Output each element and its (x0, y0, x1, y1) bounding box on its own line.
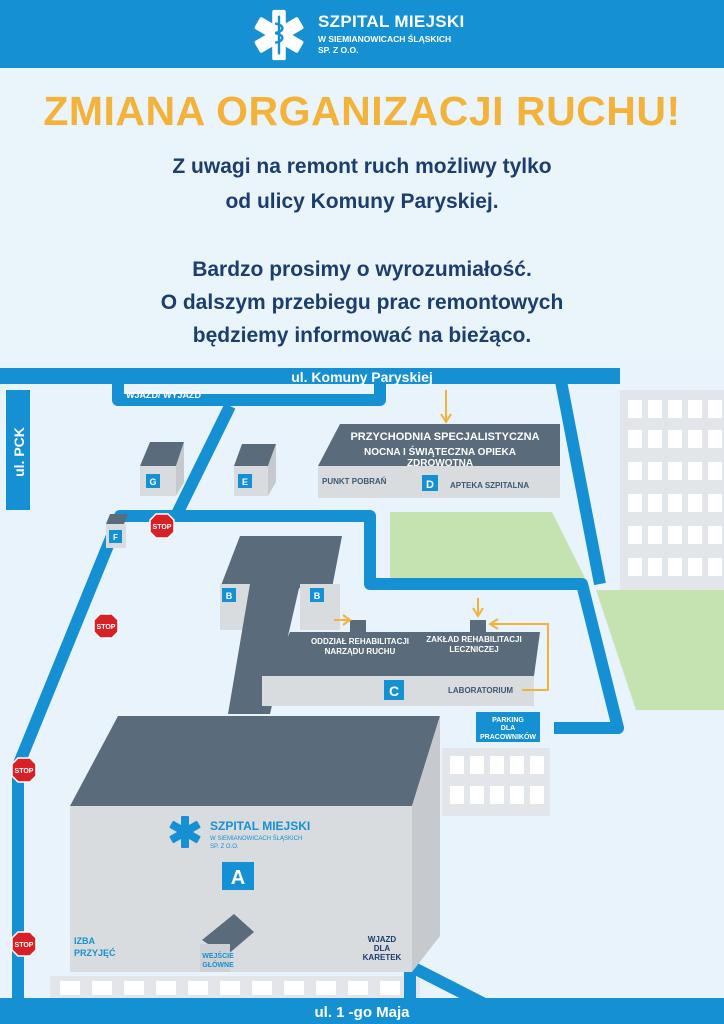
main-logo-name: SZPITAL MIEJSKI (210, 819, 311, 833)
hospital-location: W SIEMIANOWICACH ŚLĄSKICH (318, 34, 452, 44)
rehab-unit-line-2: LECZNICZEJ (449, 645, 499, 654)
building-b-roof (220, 536, 342, 588)
building-b-left-letter: B (225, 591, 233, 601)
main-entrance-line-1: WEJŚCIE (202, 953, 234, 960)
building-c-letter: C (388, 683, 400, 699)
street-pck: ul. PCK (11, 427, 27, 477)
building-a-roof (70, 716, 440, 806)
message-line-5: będziemy informować na bieżąco. (192, 324, 532, 347)
parking-grid-lower (442, 748, 550, 816)
hospital-name: SZPITAL MIEJSKI (318, 12, 465, 31)
main-entrance-line-2: GŁÓWNE (202, 962, 234, 969)
pharmacy-label: APTEKA SZPITALNA (450, 481, 530, 490)
building-a-letter: A (230, 867, 246, 889)
building-g-letter: F (113, 533, 118, 542)
hospital-site-map (0, 360, 724, 1024)
svg-text:STOP: STOP (14, 768, 34, 775)
stop-sign-1 (150, 514, 174, 538)
admission-line-1: IZBA (74, 936, 95, 946)
street-komuny-paryskiej: ul. Komuny Paryskiej (291, 369, 433, 385)
blood-draw-label: PUNKT POBRAŃ (322, 477, 387, 486)
clinic-entry-arrow (441, 390, 451, 422)
svg-text:STOP: STOP (14, 942, 34, 949)
main-logo-sub2: SP. Z O.O. (210, 844, 239, 850)
message-line-4: O dalszym przebiegu prac remontowych (160, 291, 564, 314)
clinic-name-line-2: NOCNA I ŚWIĄTECZNA OPIEKA (363, 447, 517, 458)
staff-parking-line-2: DLA (500, 725, 516, 732)
ambulance-line-1: WJAZD (367, 935, 397, 944)
parking-grid-right (620, 390, 724, 590)
street-1-maja: ul. 1 -go Maja (314, 1004, 410, 1021)
parking-strip-bottom (50, 976, 420, 998)
svg-text:STOP: STOP (152, 524, 172, 531)
green-area-right (596, 590, 724, 710)
ambulance-line-3: KARETEK (362, 953, 402, 962)
message-line-3: Bardzo prosimy o wyrozumiałość. (192, 258, 532, 281)
clinic-name-line-1: PRZYCHODNIA SPECJALISTYCZNA (350, 431, 540, 443)
stop-sign-3 (12, 758, 36, 782)
stop-sign-2 (94, 614, 118, 638)
svg-text:STOP: STOP (96, 624, 116, 631)
entry-exit-label: WJAZD/ WYJAZD (126, 390, 201, 400)
building-d-letter: D (426, 479, 434, 491)
rehab-unit-line-1: ZAKŁAD REHABILITACJI (426, 635, 522, 644)
staff-parking-line-1: PARKING (492, 717, 524, 724)
building-f-letter: G (149, 477, 157, 487)
headline: ZMIANA ORGANIZACJI RUCHU! (43, 88, 681, 134)
star-of-life-icon (250, 6, 308, 64)
green-area-center (390, 512, 590, 588)
clinic-name-line-3: ZDROWOTNA (406, 458, 474, 469)
laboratory-label: LABORATORIUM (448, 686, 514, 695)
building-b-right-letter: B (313, 591, 321, 601)
stop-sign-4 (12, 932, 36, 956)
header-bar (0, 0, 724, 68)
admission-line-2: PRZYJĘĆ (74, 948, 116, 958)
building-e-letter: E (241, 477, 249, 487)
rehab-ward-line-1: ODDZIAŁ REHABILITACJI (310, 637, 410, 646)
hospital-company-type: SP. Z O.O. (318, 45, 359, 55)
ambulance-line-2: DLA (373, 944, 391, 953)
message-line-1: Z uwagi na remont ruch możliwy tylko (172, 155, 552, 178)
main-logo-sub1: W SIEMIANOWICACH ŚLĄSKICH (210, 836, 303, 842)
building-g-roof (106, 514, 128, 524)
message-line-2: od ulicy Komuny Paryskiej. (225, 190, 499, 213)
staff-parking-line-3: PRACOWNIKÓW (480, 734, 536, 741)
rehab-ward-line-2: NARZĄDU RUCHU (324, 647, 396, 656)
